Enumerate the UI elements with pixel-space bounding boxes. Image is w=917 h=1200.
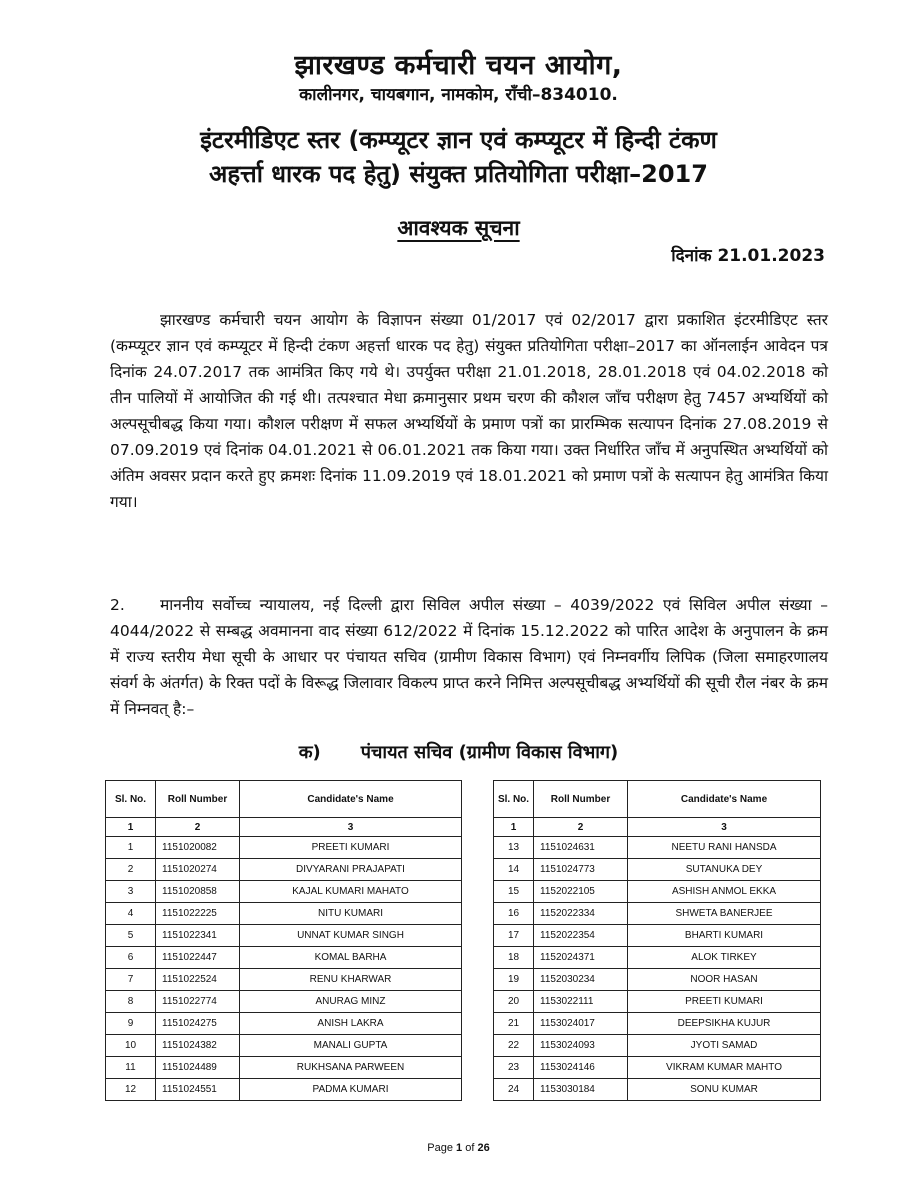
roll-number-cell: 1151020274	[156, 859, 240, 881]
candidate-name-cell: BHARTI KUMARI	[628, 925, 821, 947]
sl-no-cell: 20	[494, 991, 534, 1013]
table-row	[494, 1035, 821, 1057]
candidate-name-cell: PADMA KUMARI	[240, 1079, 462, 1101]
exam-title-line-1: इंटरमीडिएट स्तर (कम्प्यूटर ज्ञान एवं कम्प्यूटर में हिन्दी टंकण	[200, 126, 717, 154]
paragraph-2	[110, 592, 828, 722]
roll-number-cell: 1151024275	[156, 1013, 240, 1035]
header-candidate-name: Candidate's Name	[628, 781, 821, 818]
roll-number-cell: 1151024489	[156, 1057, 240, 1079]
candidates-table-right	[493, 780, 821, 1101]
candidate-name-cell: NITU KUMARI	[240, 903, 462, 925]
index-cell: 2	[534, 818, 628, 837]
sl-no-cell: 19	[494, 969, 534, 991]
sl-no-cell: 21	[494, 1013, 534, 1035]
page-number	[0, 1142, 917, 1154]
roll-number-cell: 1152024371	[534, 947, 628, 969]
sl-no-cell: 15	[494, 881, 534, 903]
sl-no-cell: 2	[106, 859, 156, 881]
candidate-name-cell: ANURAG MINZ	[240, 991, 462, 1013]
roll-number-cell: 1153024146	[534, 1057, 628, 1079]
header-sl-no: Sl. No.	[106, 781, 156, 818]
header-roll-number: Roll Number	[534, 781, 628, 818]
candidate-name-cell: DEEPSIKHA KUJUR	[628, 1013, 821, 1035]
table-row	[494, 837, 821, 859]
roll-number-cell: 1151022341	[156, 925, 240, 947]
index-cell: 2	[156, 818, 240, 837]
table-row	[494, 903, 821, 925]
candidate-name-cell: PREETI KUMARI	[628, 991, 821, 1013]
candidate-name-cell: RUKHSANA PARWEEN	[240, 1057, 462, 1079]
sl-no-cell: 6	[106, 947, 156, 969]
header-candidate-name: Candidate's Name	[240, 781, 462, 818]
table-row	[494, 947, 821, 969]
roll-number-cell: 1151020082	[156, 837, 240, 859]
roll-number-cell: 1151022774	[156, 991, 240, 1013]
table-row	[106, 859, 462, 881]
index-cell: 3	[628, 818, 821, 837]
roll-number-cell: 1151020858	[156, 881, 240, 903]
sl-no-cell: 18	[494, 947, 534, 969]
candidate-name-cell: KAJAL KUMARI MAHATO	[240, 881, 462, 903]
candidate-name-cell: SUTANUKA DEY	[628, 859, 821, 881]
sl-no-cell: 23	[494, 1057, 534, 1079]
notice-date: दिनांक 21.01.2023	[671, 246, 825, 266]
page-of: of	[462, 1142, 478, 1154]
sl-no-cell: 8	[106, 991, 156, 1013]
sl-no-cell: 24	[494, 1079, 534, 1101]
roll-number-cell: 1153024017	[534, 1013, 628, 1035]
sl-no-cell: 13	[494, 837, 534, 859]
table-row	[494, 969, 821, 991]
table-row	[494, 1057, 821, 1079]
candidate-name-cell: NEETU RANI HANSDA	[628, 837, 821, 859]
header-sl-no: Sl. No.	[494, 781, 534, 818]
candidate-name-cell: ALOK TIRKEY	[628, 947, 821, 969]
paragraph-2-number: 2.	[110, 595, 125, 614]
index-cell: 1	[106, 818, 156, 837]
candidate-name-cell: UNNAT KUMAR SINGH	[240, 925, 462, 947]
roll-number-cell: 1152022354	[534, 925, 628, 947]
sl-no-cell: 16	[494, 903, 534, 925]
candidate-name-cell: ANISH LAKRA	[240, 1013, 462, 1035]
roll-number-cell: 1151024551	[156, 1079, 240, 1101]
organization-address: कालीनगर, चायबगान, नामकोम, राँची–834010.	[299, 85, 618, 105]
header-roll-number: Roll Number	[156, 781, 240, 818]
sl-no-cell: 17	[494, 925, 534, 947]
table-row	[494, 1079, 821, 1101]
sl-no-cell: 3	[106, 881, 156, 903]
sl-no-cell: 12	[106, 1079, 156, 1101]
table-row	[106, 903, 462, 925]
candidate-name-cell: JYOTI SAMAD	[628, 1035, 821, 1057]
candidate-name-cell: ASHISH ANMOL EKKA	[628, 881, 821, 903]
roll-number-cell: 1153022111	[534, 991, 628, 1013]
sl-no-cell: 9	[106, 1013, 156, 1035]
sl-no-cell: 14	[494, 859, 534, 881]
candidate-name-cell: SHWETA BANERJEE	[628, 903, 821, 925]
table-body	[106, 837, 462, 1101]
sl-no-cell: 1	[106, 837, 156, 859]
notice-heading-text: आवश्यक सूचना	[397, 216, 520, 240]
candidate-name-cell: SONU KUMAR	[628, 1079, 821, 1101]
table-body	[494, 837, 821, 1101]
candidate-name-cell: VIKRAM KUMAR MAHTO	[628, 1057, 821, 1079]
roll-number-cell: 1151022447	[156, 947, 240, 969]
table-row	[494, 881, 821, 903]
candidate-name-cell: DIVYARANI PRAJAPATI	[240, 859, 462, 881]
organization-name: झारखण्ड कर्मचारी चयन आयोग,	[294, 50, 623, 81]
sl-no-cell: 4	[106, 903, 156, 925]
section-title: पंचायत सचिव (ग्रामीण विकास विभाग)	[360, 742, 619, 763]
index-cell: 3	[240, 818, 462, 837]
roll-number-cell: 1151024382	[156, 1035, 240, 1057]
section-heading	[0, 740, 917, 764]
roll-number-cell: 1151024631	[534, 837, 628, 859]
candidate-name-cell: MANALI GUPTA	[240, 1035, 462, 1057]
sl-no-cell: 10	[106, 1035, 156, 1057]
section-label: क)	[298, 742, 321, 763]
table-row	[494, 1013, 821, 1035]
sl-no-cell: 7	[106, 969, 156, 991]
roll-number-cell: 1151022524	[156, 969, 240, 991]
candidate-name-cell: KOMAL BARHA	[240, 947, 462, 969]
roll-number-cell: 1153024093	[534, 1035, 628, 1057]
index-cell: 1	[494, 818, 534, 837]
page-current: 1	[456, 1142, 463, 1154]
candidate-name-cell: PREETI KUMARI	[240, 837, 462, 859]
candidates-table-left	[105, 780, 462, 1101]
table-row	[494, 991, 821, 1013]
paragraph-2-text: माननीय सर्वोच्च न्यायालय, नई दिल्ली द्वारा सिविल अपील संख्या – 4039/2022 एवं सिविल अपील संख्या – 4044/2022 से सम्बद्ध अवमानना वाद संख्या 612/2022 में दिनांक 15.12.2022 को पारित आदेश के अनुपालन के क्रम में राज्य स्तरीय मेधा सूची के आधार पर पंचायत सचिव (ग्रामीण विकास विभाग) एवं निम्नवर्गीय लिपिक (जिला समाहरणालय संवर्ग के अंतर्गत) के रिक्त पदों के विरूद्ध जिलावार विकल्प प्राप्त करने निमित्त अल्पसूचीबद्ध अभ्यर्थियों की सूची रौल नंबर के क्रम में निम्नवत् है:–	[110, 595, 828, 718]
candidate-name-cell: NOOR HASAN	[628, 969, 821, 991]
page-total: 26	[477, 1142, 490, 1154]
sl-no-cell: 11	[106, 1057, 156, 1079]
table-row	[106, 969, 462, 991]
sl-no-cell: 22	[494, 1035, 534, 1057]
sl-no-cell: 5	[106, 925, 156, 947]
page-prefix: Page	[427, 1142, 457, 1154]
table-row	[106, 991, 462, 1013]
roll-number-cell: 1152022334	[534, 903, 628, 925]
table-row	[106, 837, 462, 859]
notice-heading	[0, 214, 917, 242]
roll-number-cell: 1151022225	[156, 903, 240, 925]
roll-number-cell: 1152030234	[534, 969, 628, 991]
exam-title-line-2: अहर्त्ता धारक पद हेतु) संयुक्त प्रतियोगिता परीक्षा–2017	[209, 160, 708, 188]
table-row	[494, 859, 821, 881]
table-row	[106, 925, 462, 947]
candidate-name-cell: RENU KHARWAR	[240, 969, 462, 991]
table-row	[494, 925, 821, 947]
roll-number-cell: 1153030184	[534, 1079, 628, 1101]
roll-number-cell: 1151024773	[534, 859, 628, 881]
table-row	[106, 881, 462, 903]
table-row	[106, 1079, 462, 1101]
paragraph-1: झारखण्ड कर्मचारी चयन आयोग के विज्ञापन संख्या 01/2017 एवं 02/2017 द्वारा प्रकाशित इंटरमीडिएट स्तर (कम्प्यूटर ज्ञान एवं कम्प्यूटर में हिन्दी टंकण अहर्त्ता धारक पद हेतु) संयुक्त प्रतियोगिता परीक्षा–2017 का ऑनलाईन आवेदन पत्र दिनांक 24.07.2017 तक आमंत्रित किए गये थे। उपर्युक्त परीक्षा 21.01.2018, 28.01.2018 एवं 04.02.2018 को तीन पालियों में आयोजित की गई थी। तत्पश्चात मेधा क्रमानुसार प्रथम चरण की कौशल जाँच परीक्षण हेतु 7457 अभ्यर्थियों को अल्पसूचीबद्ध किया गया। कौशल परीक्षण में सफल अभ्यर्थियों के प्रमाण पत्रों का प्रारम्भिक सत्यापन दिनांक 27.08.2019 से 07.09.2019 एवं दिनांक 04.01.2021 से 06.01.2021 तक किया गया। उक्त निर्धारित जाँच में अनुपस्थित अभ्यर्थियों को अंतिम अवसर प्रदान करते हुए क्रमशः दिनांक 11.09.2019 एवं 18.01.2021 को प्रमाण पत्रों के सत्यापन हेतु आमंत्रित किया गया।	[110, 310, 828, 511]
roll-number-cell: 1152022105	[534, 881, 628, 903]
table-row	[106, 1013, 462, 1035]
table-row	[106, 1057, 462, 1079]
table-row	[106, 947, 462, 969]
table-row	[106, 1035, 462, 1057]
